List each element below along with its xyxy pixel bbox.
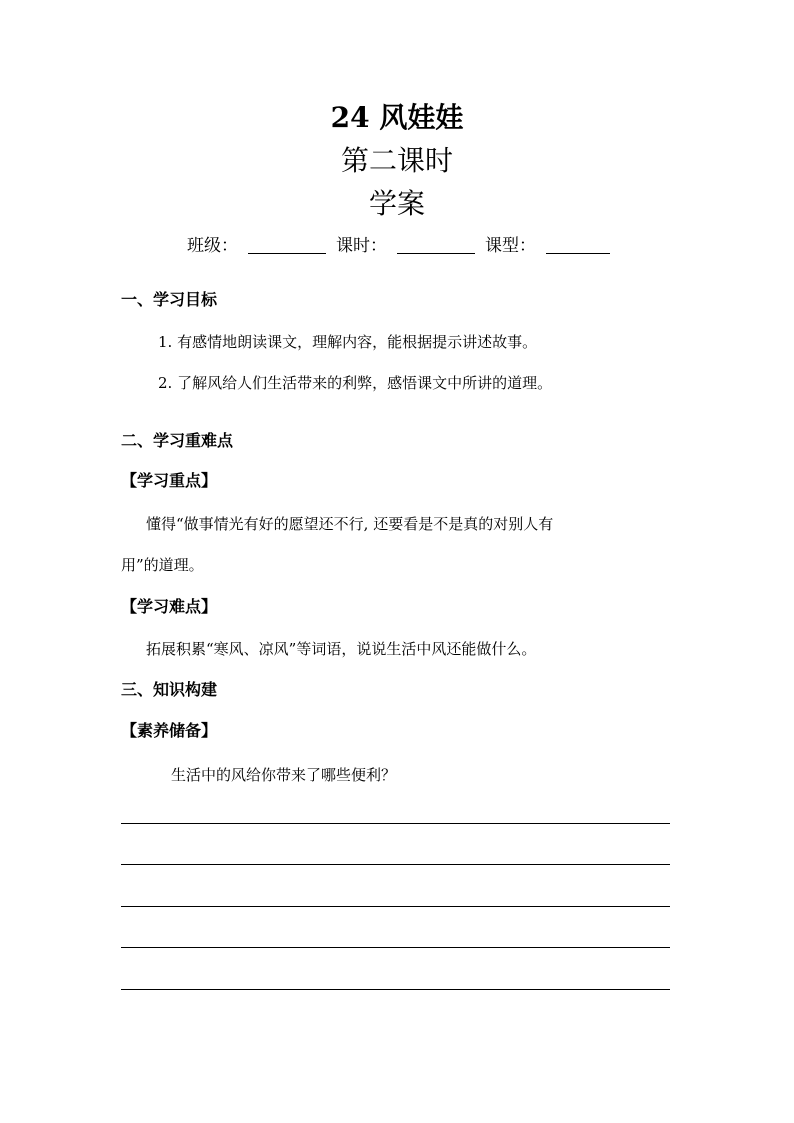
lesson-period-title: 第二课时 bbox=[340, 144, 453, 177]
goal-item-1: 1. 有感情地朗读课文，理解内容，能根据提示讲述故事。 bbox=[158, 333, 538, 351]
section-heading-key-points: 二、学习重难点 bbox=[121, 431, 234, 450]
study-plan-title: 学案 bbox=[368, 187, 425, 220]
type-blank[interactable] bbox=[546, 235, 610, 254]
answer-line[interactable] bbox=[121, 823, 670, 824]
period-label: 课时： bbox=[336, 236, 387, 256]
key-point-text-line-2: 用”的道理。 bbox=[121, 556, 204, 574]
reserve-question: 生活中的风给你带来了哪些便利？ bbox=[171, 766, 397, 784]
period-blank[interactable] bbox=[397, 235, 475, 254]
key-point-text-line-1: 懂得“做事情光有好的愿望还不行, 还要看是不是真的对别人有 bbox=[146, 515, 554, 533]
answer-line[interactable] bbox=[121, 947, 670, 948]
lesson-title: 24 风娃娃 bbox=[330, 101, 464, 134]
difficulty-label: 【学习难点】 bbox=[121, 597, 218, 616]
class-label: 班级： bbox=[187, 236, 238, 256]
class-blank[interactable] bbox=[248, 235, 326, 254]
goal-item-2: 2. 了解风给人们生活带来的利弊，感悟课文中所讲的道理。 bbox=[158, 374, 553, 392]
section-heading-knowledge: 三、知识构建 bbox=[121, 680, 218, 699]
key-point-label: 【学习重点】 bbox=[121, 471, 218, 490]
answer-line[interactable] bbox=[121, 864, 670, 865]
section-heading-goals: 一、学习目标 bbox=[121, 290, 218, 309]
meta-row bbox=[187, 226, 620, 256]
difficulty-text: 拓展积累“寒风、凉风”等词语，说说生活中风还能做什么。 bbox=[146, 640, 537, 658]
answer-line[interactable] bbox=[121, 989, 670, 990]
type-label: 课型： bbox=[485, 236, 536, 256]
reserve-label: 【素养储备】 bbox=[121, 721, 218, 740]
answer-line[interactable] bbox=[121, 906, 670, 907]
